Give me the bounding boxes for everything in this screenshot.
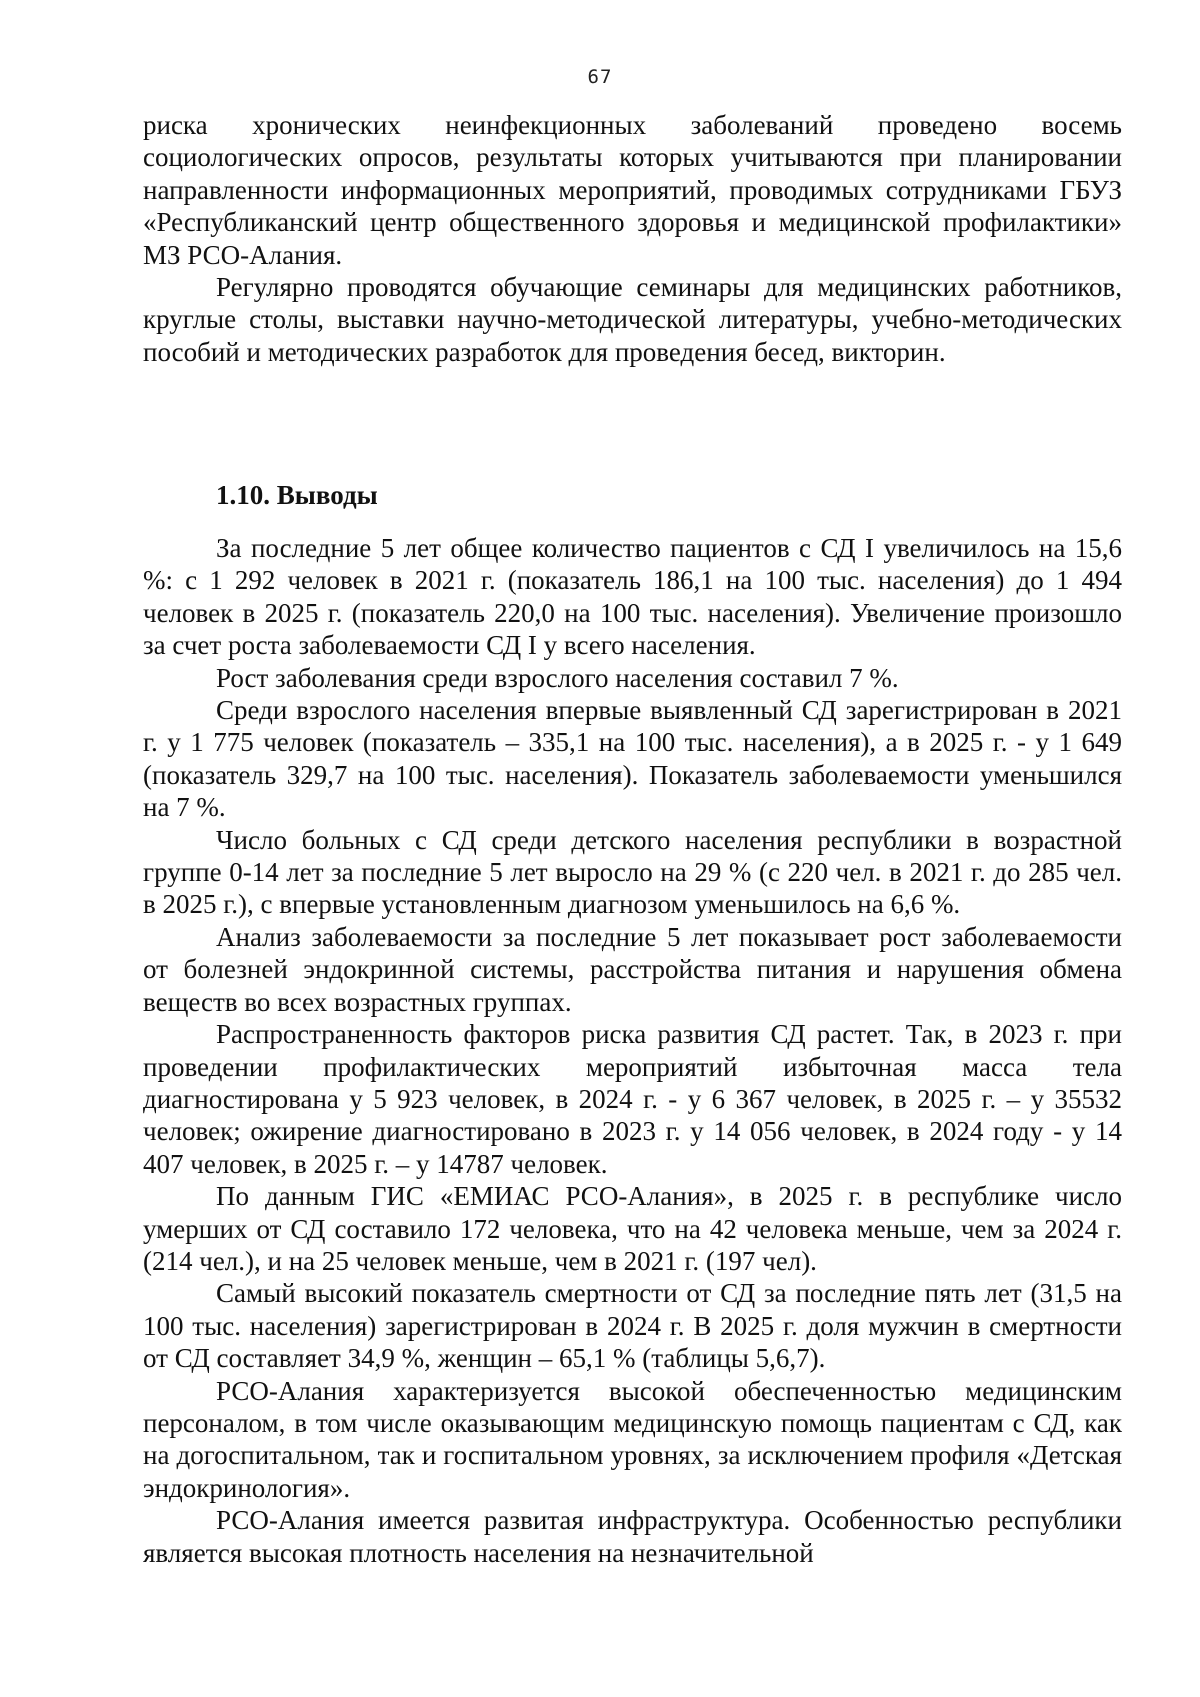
- paragraph: Распространенность факторов риска развития СД растет. Так, в 2023 г. при проведении профилактических мероприятий избыточная масса тела диагностирована у 5 923 человек, в 2024 г. - у 6 367 человек, в 2025 г. – у 35532 человек; ожирение диагностировано в 2023 г. у 14 056 человек, в 2024 году - у 14 407 человек, в 2025 г. – у 14787 человек.: [143, 1019, 1122, 1179]
- paragraph: Анализ заболеваемости за последние 5 лет показывает рост заболеваемости от болезней эндокринной системы, расстройства питания и нарушения обмена веществ во всех возрастных группах.: [143, 921, 1122, 1017]
- paragraph: Самый высокий показатель смертности от СД за последние пять лет (31,5 на 100 тыс. населения) зарегистрирован в 2024 г. В 2025 г. доля мужчин в смертности от СД составляет 34,9 %, женщин – 65,1 % (таблицы 5,6,7).: [143, 1278, 1122, 1374]
- conclusions-text: [143, 532, 1122, 1569]
- intro-text: [143, 109, 1122, 368]
- paragraph: По данным ГИС «ЕМИАС РСО-Алания», в 2025 г. в республике число умерших от СД составило 172 человека, что на 42 человека меньше, чем за 2024 г. (214 чел.), и на 25 человек меньше, чем в 2021 г. (197 чел).: [143, 1181, 1122, 1276]
- paragraph: риска хронических неинфекционных заболеваний проведено восемь социологических опросов, результаты которых учитываются при планировании направленности информационных мероприятий, проводимых сотрудниками ГБУЗ «Республиканский центр общественного здоровья и медицинской профилактики» МЗ РСО-Алания.: [143, 110, 1122, 270]
- paragraph: РСО-Алания характеризуется высокой обеспеченностью медицинским персоналом, в том числе оказывающим медицинскую помощь пациентам с СД, как на догоспитальном, так и госпитальном уровнях, за исключением профиля «Детская эндокринология».: [143, 1375, 1122, 1503]
- paragraph: Среди взрослого населения впервые выявленный СД зарегистрирован в 2021 г. у 1 775 человек (показатель – 335,1 на 100 тыс. населения), а в 2025 г. - у 1 649 (показатель 329,7 на 100 тыс. населения). Показатель заболеваемости уменьшился на 7 %.: [143, 695, 1122, 823]
- paragraph: Рост заболевания среди взрослого населения составил 7 %.: [216, 662, 899, 693]
- paragraph: РСО-Алания имеется развитая инфраструктура. Особенностью республики является высокая плотность населения на незначительной: [143, 1505, 1122, 1568]
- page-number: 67: [587, 66, 613, 88]
- paragraph: За последние 5 лет общее количество пациентов с СД I увеличилось на 15,6 %: с 1 292 человек в 2021 г. (показатель 186,1 на 100 тыс. населения) до 1 494 человек в 2025 г. (показатель 220,0 на 100 тыс. населения). Увеличение произошло за счет роста заболеваемости СД I у всего населения.: [143, 533, 1122, 661]
- paragraph: Число больных с СД среди детского населения республики в возрастной группе 0-14 лет за последние 5 лет выросло на 29 % (с 220 чел. в 2021 г. до 285 чел. в 2025 г.), с впервые установленным диагнозом уменьшилось на 6,6 %.: [143, 824, 1122, 920]
- paragraph: Регулярно проводятся обучающие семинары для медицинских работников, круглые столы, выставки научно-методической литературы, учебно-методических пособий и методических разработок для проведения бесед, викторин.: [143, 272, 1122, 367]
- section-heading: 1.10. Выводы: [216, 480, 378, 510]
